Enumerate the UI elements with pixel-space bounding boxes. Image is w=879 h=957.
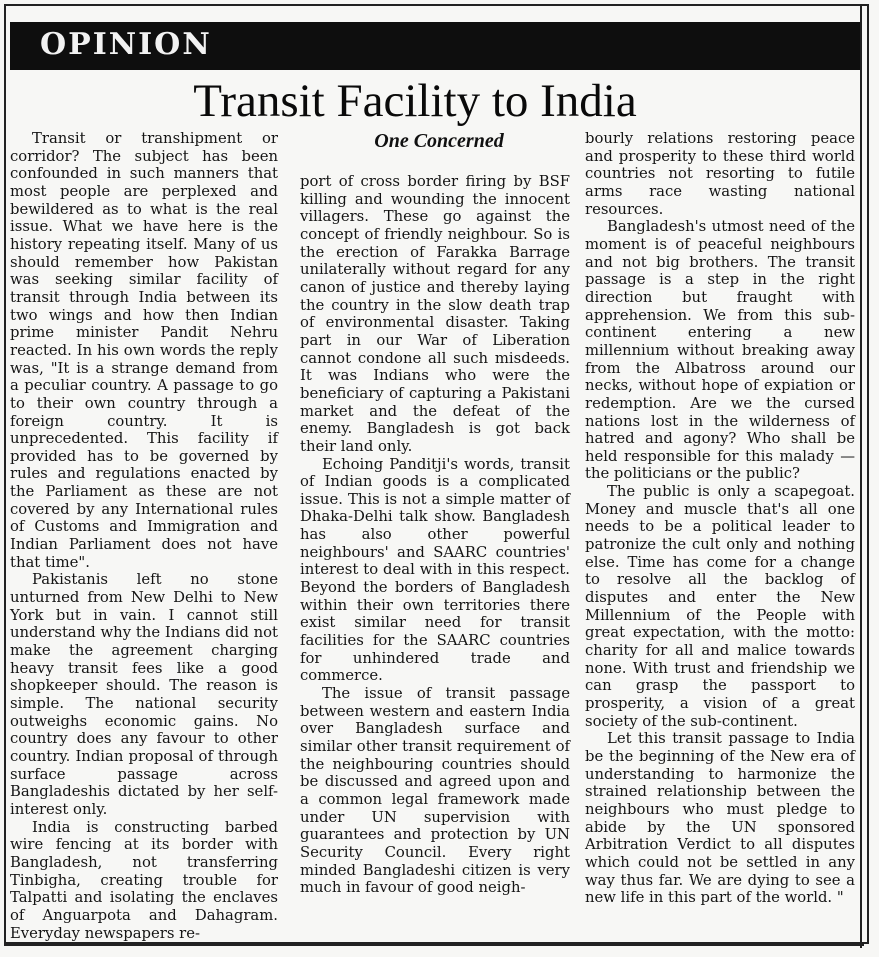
article-column-3: [585, 130, 855, 907]
section-label: OPINION: [40, 27, 212, 62]
paragraph: Transit or transhipment or corridor? The subject has been confounded in such manners that most people are perplexed and bewildered as to what is the real issue. What we have here is the history repeating itself. Many of us should remember how Pakistan was seeking similar facility of transit through India between its two wings and how then Indian prime minister Pandit Nehru reacted. In his own words the reply was, "It is a strange demand from a peculiar country. A passage to go to their own country through a foreign country. It is unprecedented. This facility if provided has to be governed by rules and regulations enacted by the Parliament as these are not covered by any International rules of Customs and Immigration and Indian Parliament does not have that time".: [10, 130, 278, 571]
article-column-2: [300, 173, 570, 897]
article-headline: Transit Facility to India: [193, 75, 637, 127]
article-byline: One Concerned: [374, 130, 504, 152]
paragraph: The issue of transit passage between western and eastern India over Bangladesh surface and similar other transit requirement of the neighbouring countries should be discussed and agreed upon and a common legal framework made under UN supervision with guarantees and protection by UN Security Council. Every right minded Bangladeshi citizen is very much in favour of good neigh-: [300, 685, 570, 897]
article-column-1: [10, 130, 278, 942]
paragraph: The public is only a scapegoat. Money and muscle that's all one needs to be a political leader to patronize the cult only and nothing else. Time has come for a change to resolve all the backlog of disputes and enter the New Millennium of the People with great expectation, with the motto: charity for all and malice towards none. With trust and friendship we can grasp the passport to prosperity, a vision of a great society of the sub-continent.: [585, 483, 855, 730]
bottom-rule: [4, 944, 864, 946]
paragraph: Let this transit passage to India be the beginning of the New era of understanding to harmonize the strained relationship between the neighbours who must pledge to abide by the UN sponsored Arbitration Verdict to all disputes which could not be settled in any way thus far. We are dying to see a new life in this part of the world. ": [585, 730, 855, 907]
paragraph: India is constructing barbed wire fencing at its border with Bangladesh, not transferring Tinbigha, creating trouble for Talpatti and isolating the enclaves of Anguarpota and Dahagram. Everyday newspapers re-: [10, 818, 278, 942]
paragraph: bourly relations restoring peace and prosperity to these third world countries not resorting to futile arms race wasting national resources.: [585, 130, 855, 218]
paragraph: Echoing Panditji's words, transit of Indian goods is a complicated issue. This is not a simple matter of Dhaka-Delhi talk show. Bangladesh has also other powerful neighbours' and SAARC countries' interest to deal with in this respect. Beyond the borders of Bangladesh within their own territories there exist similar need for transit facilities for the SAARC countries for unhindered trade and commerce.: [300, 455, 570, 685]
column-rule-right: [860, 4, 862, 948]
paragraph: port of cross border firing by BSF killing and wounding the innocent villagers. These go against the concept of friendly neighbour. So is the erection of Farakka Barrage unilaterally without regard for any canon of justice and thereby laying the country in the slow death trap of environmental disaster. Taking part in our War of Liberation cannot condone all such misdeeds. It was Indians who were the beneficiary of capturing a Pakistani market and the defeat of the enemy. Bangladesh is got back their land only.: [300, 173, 570, 455]
paragraph: Pakistanis left no stone unturned from New Delhi to New York but in vain. I cannot still understand why the Indians did not make the agreement charging heavy transit fees like a good shopkeeper should. The reason is simple. The national security outweighs economic gains. No country does any favour to other country. Indian proposal of through surface passage across Bangladeshis dictated by her self-interest only.: [10, 571, 278, 818]
paragraph: Bangladesh's utmost need of the moment is of peaceful neighbours and not big brothers. The transit passage is a step in the right direction but fraught with apprehension. We from this sub-continent entering a new millennium without breaking away from the Albatross around our necks, without hope of expiation or redemption. Are we the cursed nations lost in the wilderness of hatred and agony? Who shall be held responsible for this malady — the politicians or the public?: [585, 218, 855, 483]
